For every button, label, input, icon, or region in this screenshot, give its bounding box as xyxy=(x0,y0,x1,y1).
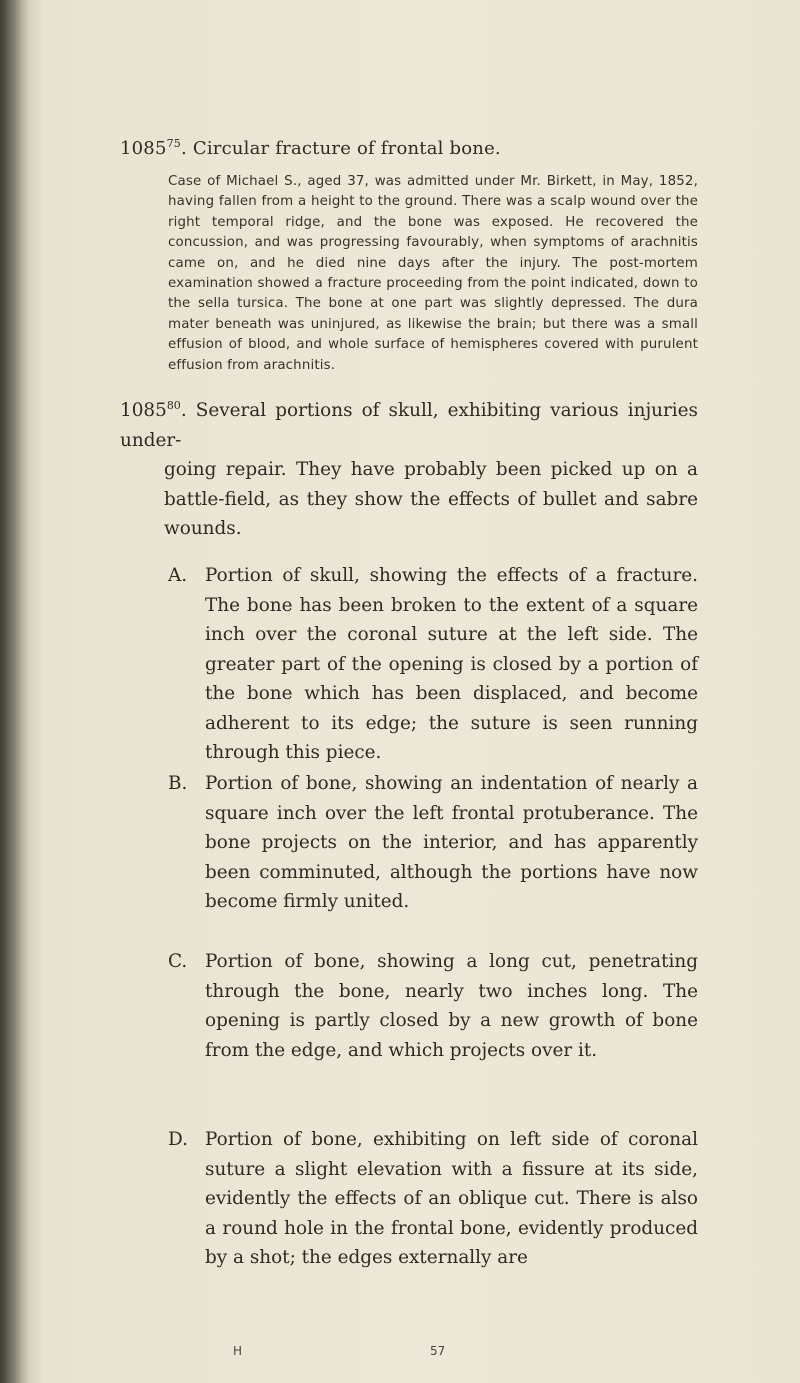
specimen-item-b xyxy=(168,769,698,917)
item-label: D. xyxy=(168,1129,188,1150)
entry-number: 1085$^{80}$. xyxy=(120,398,187,421)
item-label: B. xyxy=(168,773,188,794)
item-label: A. xyxy=(168,565,188,586)
entry-1085-80 xyxy=(120,396,698,544)
entry-title: Circular fracture of frontal bone. xyxy=(192,138,501,159)
entry-1085-75-heading xyxy=(120,136,720,162)
item-label: C. xyxy=(168,951,188,972)
item-text: Portion of bone, showing an indentation of nearly a square inch over the left frontal protuberance. The bone projects on the interior, and has apparently been comminuted, although the portions have now become firmly united. xyxy=(205,773,698,912)
specimen-item-a xyxy=(168,561,698,768)
binding-shadow xyxy=(0,0,30,1383)
item-text: Portion of bone, showing a long cut, penetrating through the bone, nearly two inches long. The opening is partly closed by a new growth of bone from the edge, and which projects over it. xyxy=(205,951,698,1061)
entry-text-first-line: Several portions of skull, exhibiting various injuries under- xyxy=(120,400,698,451)
entry-text-continued: going repair. They have probably been picked up on a battle-field, as they show the effects of bullet and sabre wounds. xyxy=(164,459,698,539)
entry-heading xyxy=(120,136,720,162)
item-text: Portion of bone, exhibiting on left side of coronal suture a slight elevation with a fissure at its side, evidently the effects of an oblique cut. There is also a round hole in the frontal bone, evidently produced by a shot; the edges externally are xyxy=(205,1129,698,1268)
specimen-item-c xyxy=(168,947,698,1065)
specimen-item-d xyxy=(168,1125,698,1273)
item-text: Portion of skull, showing the effects of a fracture. The bone has been broken to the extent of a square inch over the coronal suture at the left side. The greater part of the opening is closed by a portion of the bone which has been displaced, and become adherent to its edge; the suture is seen running through this piece. xyxy=(205,565,698,763)
entry-number: 1085$^{75}$. xyxy=(120,137,187,159)
page-number: 57 xyxy=(430,1344,446,1358)
case-description: Case of Michael S., aged 37, was admitted under Mr. Birkett, in May, 1852, having fallen from a height to the ground. There was a scalp wound over the right temporal ridge, and the bone was exposed. He recovered the concussion, and was progressing favourably, when symptoms of arachnitis came on, and he died nine days after the injury. The post-mortem examination showed a fracture proceeding from the point indicated, down to the sella tursica. The bone at one part was slightly depressed. The dura mater beneath was uninjured, as likewise the brain; but there was a small effusion of blood, and whole surface of hemispheres covered with purulent effusion from arachnitis. xyxy=(168,174,698,373)
signature-mark: H xyxy=(233,1344,243,1358)
